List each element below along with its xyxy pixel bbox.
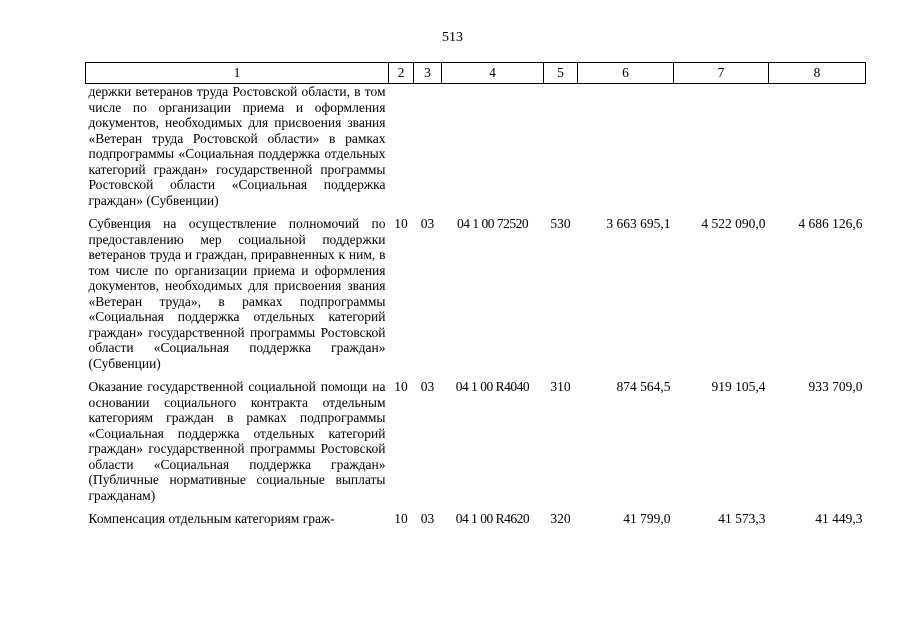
row-description: держки ветеранов труда Ростовской области, в том числе по организации приема и оформления документов, необходимых для присвоения звания «Ветеран труда Ростовской области» в рамках подпрограммы «Социальная поддержка отдельных категорий граждан» государственной программы Ростовской области «Социальная поддержка граждан» (Субвенции) — [88, 84, 386, 208]
row-target-code: 04 1 00 R4040 — [455, 379, 530, 394]
row-value-col8: 4 686 126,6 — [798, 216, 863, 231]
row-description: Компенсация отдельным категориям граж- — [88, 511, 335, 526]
row-value-col8 — [769, 84, 866, 217]
table-row — [86, 511, 866, 535]
row-value-col6: 874 564,5 — [616, 379, 671, 394]
row-subsection: 03 — [420, 379, 435, 394]
table-row — [86, 84, 866, 217]
table-row — [86, 379, 866, 511]
row-target-code: 04 1 00 R4620 — [455, 511, 530, 526]
row-section: 10 — [394, 379, 408, 394]
page-number: 513 — [442, 30, 463, 45]
row-target-code — [442, 84, 544, 217]
row-description: Субвенция на осуществление полномочий по предоставлению мер социальной поддержки ветеранов труда и граждан, приравненных к ним, в том числе по организации приема и оформления документов, необходимых для присвоения звания «Ветеран труда», в рамках подпрограммы «Социальная поддержка отдельных категорий граждан» государственной программы Ростовской области «Социальная поддержка граждан» (Субвенции) — [88, 216, 386, 371]
row-value-col6: 41 799,0 — [623, 511, 671, 526]
row-subsection — [414, 84, 442, 217]
column-header-2: 2 — [389, 63, 414, 84]
row-expense-type: 530 — [550, 216, 571, 231]
column-header-6: 6 — [578, 63, 674, 84]
row-section: 10 — [394, 216, 408, 231]
budget-table — [85, 62, 866, 535]
table-header-row — [86, 63, 866, 84]
row-section: 10 — [394, 511, 408, 526]
row-description: Оказание государственной социальной помощи на основании социального контракта отдельным категориям граждан в рамках подпрограммы «Социальная поддержка отдельных категорий граждан» государственной программы Ростовской области «Социальная поддержка граждан» (Публичные нормативные социальные выплаты гражданам) — [88, 379, 386, 503]
row-subsection: 03 — [420, 216, 435, 231]
table-row — [86, 216, 866, 379]
column-header-4: 4 — [442, 63, 544, 84]
row-value-col8: 933 709,0 — [808, 379, 863, 394]
row-target-code: 04 1 00 72520 — [456, 216, 529, 231]
row-expense-type — [544, 84, 578, 217]
row-expense-type: 320 — [550, 511, 571, 526]
row-value-col7 — [674, 84, 769, 217]
row-value-col7: 919 105,4 — [711, 379, 766, 394]
row-value-col6: 3 663 695,1 — [606, 216, 671, 231]
row-value-col6 — [578, 84, 674, 217]
column-header-8: 8 — [769, 63, 866, 84]
row-expense-type: 310 — [550, 379, 571, 394]
row-value-col7: 41 573,3 — [718, 511, 766, 526]
row-value-col7: 4 522 090,0 — [701, 216, 766, 231]
row-section — [389, 84, 414, 217]
column-header-1: 1 — [86, 63, 389, 84]
column-header-3: 3 — [414, 63, 442, 84]
row-subsection: 03 — [420, 511, 435, 526]
row-value-col8: 41 449,3 — [815, 511, 863, 526]
column-header-5: 5 — [544, 63, 578, 84]
column-header-7: 7 — [674, 63, 769, 84]
